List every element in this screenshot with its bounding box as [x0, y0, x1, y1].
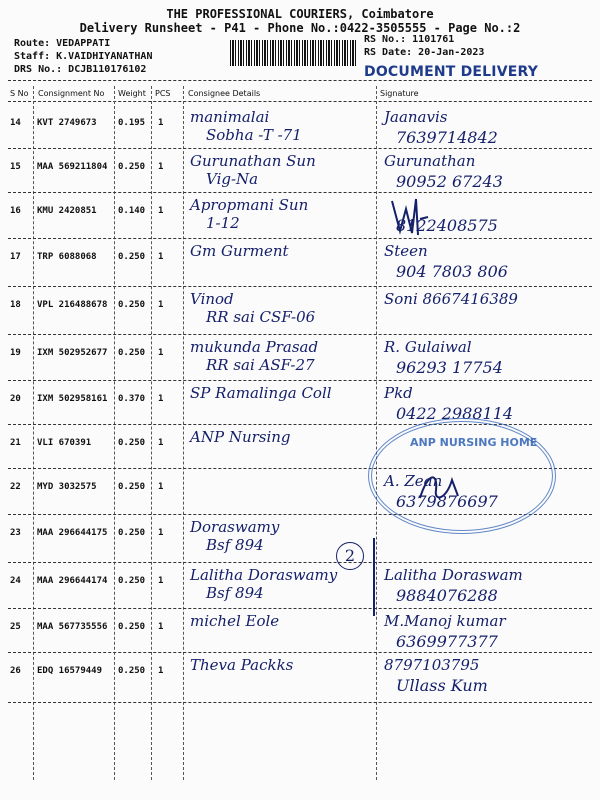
row-weight: 0.250	[118, 438, 146, 448]
row-weight: 0.250	[118, 666, 146, 676]
row-consignee-line2: Bsf 894	[206, 584, 264, 602]
row-weight: 0.250	[118, 576, 146, 586]
row-signature-line2: 6379876697	[396, 492, 498, 511]
row-consignment: MAA 567735556	[37, 622, 108, 632]
signature-scribble	[418, 470, 462, 504]
row-consignee-line2: Sobha -T -71	[206, 126, 302, 144]
row-divider	[8, 334, 592, 335]
row-consignment: VPL 216488678	[37, 300, 108, 310]
runsheet-subtitle: Delivery Runsheet - P41 - Phone No.:0422-3505555 - Page No.:2	[79, 21, 521, 35]
row-signature-line2: 9884076288	[396, 586, 498, 605]
row-weight: 0.250	[118, 482, 146, 492]
barcode	[230, 40, 358, 66]
row-pcs: 1	[158, 206, 164, 216]
row-divider	[8, 702, 592, 703]
circled-number: 2	[344, 546, 356, 565]
document-delivery-stamp: DOCUMENT DELIVERY	[364, 64, 539, 80]
row-consignment: IXM 502958161	[37, 394, 108, 404]
row-consignee-line1: manimalai	[190, 108, 270, 126]
row-signature-line1: Soni 8667416389	[384, 290, 518, 308]
row-pcs: 1	[158, 528, 164, 538]
col-sep	[376, 86, 377, 780]
col-weight: Weight	[118, 89, 146, 98]
row-sno: 26	[10, 666, 21, 676]
row-signature-line2: 904 7803 806	[396, 262, 508, 281]
row-signature-line1: M.Manoj kumar	[384, 612, 506, 630]
row-signature-line1: Pkd	[384, 384, 413, 402]
row-divider	[8, 608, 592, 609]
row-divider	[8, 148, 592, 149]
row-pcs: 1	[158, 118, 164, 128]
row-consignee-line1: Apropmani Sun	[190, 196, 309, 214]
col-sep	[183, 86, 184, 780]
row-pcs: 1	[158, 438, 164, 448]
row-pcs: 1	[158, 482, 164, 492]
row-consignee-line1: Lalitha Doraswamy	[190, 566, 338, 584]
col-consignment: Consignment No	[38, 89, 105, 98]
row-consignee-line2: Vig-Na	[206, 170, 259, 188]
row-consignment: KVT 2749673	[37, 118, 97, 128]
row-consignment: EDQ 16579449	[37, 666, 103, 676]
staff-label: Staff: K.VAIDHIYANATHAN	[14, 51, 153, 62]
row-divider	[8, 238, 592, 239]
row-consignment: TRP 6088068	[37, 252, 97, 262]
row-signature-line2: 0422 2988114	[396, 404, 514, 423]
row-consignee-line2: Bsf 894	[206, 536, 264, 554]
row-pcs: 1	[158, 300, 164, 310]
row-weight: 0.250	[118, 252, 146, 262]
row-consignee-line1: Gm Gurment	[190, 242, 289, 260]
row-weight: 0.370	[118, 394, 146, 404]
row-signature-line1: 8797103795	[384, 656, 480, 674]
row-weight: 0.140	[118, 206, 146, 216]
row-sno: 17	[10, 252, 21, 262]
bracket-mark	[373, 538, 385, 616]
row-consignee-line1: SP Ramalinga Coll	[190, 384, 332, 402]
row-signature-line1: Lalitha Doraswam	[384, 566, 523, 584]
table-header-rule	[8, 101, 592, 102]
row-consignment: KMU 2420851	[37, 206, 97, 216]
row-consignment: IXM 502952677	[37, 348, 108, 358]
row-signature-line1: A. Zean	[384, 472, 443, 490]
row-consignee-line1: michel Eole	[190, 612, 280, 630]
route-label: Route: VEDAPPATI	[14, 38, 111, 49]
signature-scribble	[390, 195, 430, 240]
row-weight: 0.250	[118, 300, 146, 310]
row-weight: 0.195	[118, 118, 146, 128]
row-sno: 24	[10, 576, 21, 586]
rs-date: RS Date: 20-Jan-2023	[364, 47, 485, 58]
row-divider	[8, 652, 592, 653]
row-signature-line2: 90952 67243	[396, 172, 503, 191]
row-divider	[8, 192, 592, 193]
row-signature-line2: 96293 17754	[396, 358, 503, 377]
row-sno: 14	[10, 118, 21, 128]
row-divider	[8, 380, 592, 381]
row-consignment: MAA 296644174	[37, 576, 108, 586]
row-consignee-line2: RR sai CSF-06	[206, 308, 316, 326]
row-signature-line1: Steen	[384, 242, 428, 260]
row-sno: 19	[10, 348, 21, 358]
row-pcs: 1	[158, 622, 164, 632]
row-consignee-line1: mukunda Prasad	[190, 338, 319, 356]
circled-mark	[336, 542, 364, 570]
row-consignee-line2: RR sai ASF-27	[206, 356, 315, 374]
col-signature: Signature	[380, 89, 419, 98]
row-sno: 23	[10, 528, 21, 538]
row-signature-line2: 7639714842	[396, 128, 498, 147]
row-signature-line2: 8122408575	[396, 216, 498, 235]
row-pcs: 1	[158, 576, 164, 586]
row-sno: 16	[10, 206, 21, 216]
row-divider	[8, 562, 592, 563]
row-signature-line2: Ullass Kum	[396, 676, 488, 695]
row-consignee-line1: Gurunathan Sun	[190, 152, 316, 170]
row-pcs: 1	[158, 394, 164, 404]
row-consignment: MYD 3032575	[37, 482, 97, 492]
row-signature-line2: 6369977377	[396, 632, 498, 651]
row-sno: 21	[10, 438, 21, 448]
drs-number: DRS No.: DCJB110176102	[14, 64, 147, 75]
row-signature-line1: Gurunathan	[384, 152, 476, 170]
col-pcs: PCS	[155, 89, 171, 98]
row-pcs: 1	[158, 252, 164, 262]
rs-number: RS No.: 1101761	[364, 34, 455, 45]
row-signature-line1: Jaanavis	[384, 108, 448, 126]
table-top-rule	[8, 80, 592, 81]
row-sno: 18	[10, 300, 21, 310]
row-sno: 20	[10, 394, 21, 404]
row-sno: 25	[10, 622, 21, 632]
company-title: THE PROFESSIONAL COURIERS, Coimbatore	[166, 7, 434, 21]
row-pcs: 1	[158, 348, 164, 358]
row-consignee-line1: ANP Nursing	[190, 428, 291, 446]
row-consignment: MAA 296644175	[37, 528, 108, 538]
row-consignment: MAA 569211804	[37, 162, 108, 172]
row-weight: 0.250	[118, 348, 146, 358]
row-consignment: VLI 670391	[37, 438, 92, 448]
row-weight: 0.250	[118, 162, 146, 172]
row-consignee-line1: Theva Packks	[190, 656, 294, 674]
row-sno: 15	[10, 162, 21, 172]
col-consignee: Consignee Details	[188, 89, 261, 98]
row-consignee-line1: Vinod	[190, 290, 234, 308]
row-pcs: 1	[158, 666, 164, 676]
col-sno: S No	[10, 89, 29, 98]
seal-text: ANP NURSING HOME	[410, 436, 538, 449]
row-weight: 0.250	[118, 622, 146, 632]
col-sep	[33, 86, 34, 780]
row-signature-line1: R. Gulaiwal	[384, 338, 472, 356]
row-pcs: 1	[158, 162, 164, 172]
row-weight: 0.250	[118, 528, 146, 538]
row-divider	[8, 286, 592, 287]
row-consignee-line1: Doraswamy	[190, 518, 280, 536]
row-consignee-line2: 1-12	[206, 214, 240, 232]
col-sep	[114, 86, 115, 780]
row-sno: 22	[10, 482, 21, 492]
col-sep	[151, 86, 152, 780]
